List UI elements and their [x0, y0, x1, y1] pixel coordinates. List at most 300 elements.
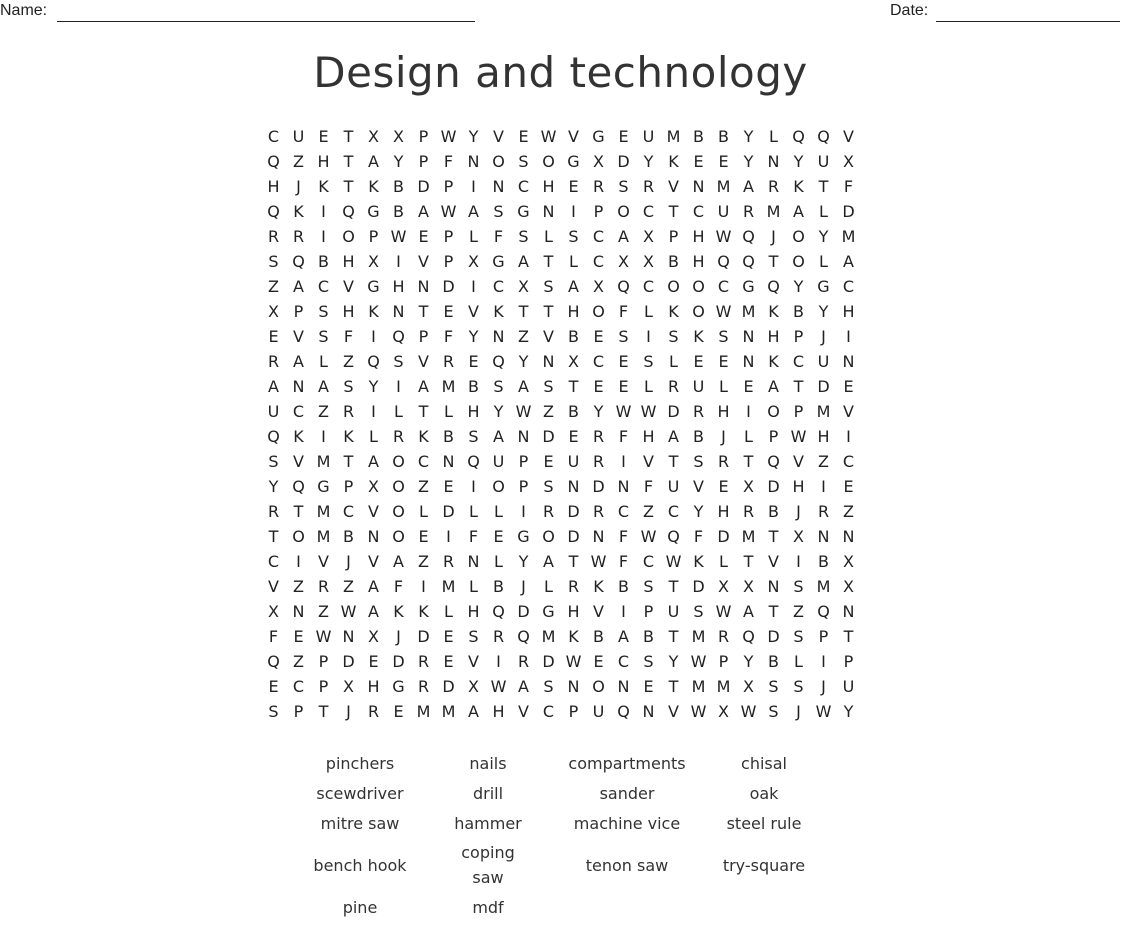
grid-letter[interactable]: R [317, 577, 330, 596]
grid-letter[interactable]: M [441, 577, 456, 596]
grid-letter[interactable]: E [443, 302, 454, 321]
grid-letter[interactable]: D [417, 627, 430, 646]
grid-letter[interactable]: L [644, 377, 653, 396]
grid-letter[interactable]: N [617, 677, 630, 696]
grid-letter[interactable]: S [693, 602, 704, 621]
grid-letter[interactable]: I [421, 577, 426, 596]
grid-letter[interactable]: R [417, 677, 430, 696]
grid-letter[interactable]: W [440, 202, 457, 221]
grid-letter[interactable]: S [543, 277, 554, 296]
grid-letter[interactable]: H [792, 477, 805, 496]
grid-letter[interactable]: A [418, 377, 429, 396]
grid-letter[interactable]: K [768, 352, 779, 371]
grid-letter[interactable]: O [542, 152, 555, 171]
grid-letter[interactable]: B [768, 502, 779, 521]
grid-letter[interactable]: V [293, 452, 304, 471]
grid-letter[interactable]: Y [818, 227, 829, 246]
grid-letter[interactable]: I [496, 652, 501, 671]
grid-letter[interactable]: K [318, 177, 329, 196]
grid-letter[interactable]: P [768, 427, 779, 446]
grid-letter[interactable]: G [492, 252, 505, 271]
grid-letter[interactable]: R [742, 202, 755, 221]
grid-letter[interactable]: C [267, 127, 280, 146]
grid-letter[interactable]: M [691, 627, 706, 646]
grid-letter[interactable]: U [592, 702, 605, 721]
grid-letter[interactable]: L [794, 652, 803, 671]
grid-letter[interactable]: H [842, 302, 855, 321]
grid-letter[interactable]: H [342, 302, 355, 321]
grid-letter[interactable]: V [343, 277, 354, 296]
grid-letter[interactable]: X [718, 702, 729, 721]
grid-letter[interactable]: Z [293, 652, 304, 671]
grid-letter[interactable]: Q [342, 202, 355, 221]
grid-letter[interactable]: P [318, 652, 329, 671]
grid-letter[interactable]: O [392, 477, 405, 496]
grid-letter[interactable]: I [321, 427, 326, 446]
grid-letter[interactable]: V [668, 702, 679, 721]
grid-letter[interactable]: N [842, 352, 855, 371]
grid-letter[interactable]: S [318, 327, 329, 346]
grid-letter[interactable]: O [692, 302, 705, 321]
grid-letter[interactable]: Z [793, 602, 804, 621]
grid-letter[interactable]: Q [492, 352, 505, 371]
grid-letter[interactable]: Y [743, 652, 754, 671]
grid-letter[interactable]: P [443, 227, 454, 246]
grid-letter[interactable]: I [321, 202, 326, 221]
grid-letter[interactable]: Q [267, 427, 280, 446]
grid-letter[interactable]: Y [468, 327, 479, 346]
grid-letter[interactable]: D [567, 502, 580, 521]
grid-letter[interactable]: P [793, 327, 804, 346]
grid-letter[interactable]: B [793, 302, 804, 321]
grid-letter[interactable]: C [592, 252, 605, 271]
grid-letter[interactable]: J [346, 702, 351, 721]
grid-letter[interactable]: C [692, 202, 705, 221]
grid-letter[interactable]: S [793, 627, 804, 646]
grid-letter[interactable]: T [768, 527, 779, 546]
grid-letter[interactable]: T [668, 627, 679, 646]
grid-letter[interactable]: A [393, 552, 404, 571]
grid-letter[interactable]: A [768, 377, 779, 396]
grid-letter[interactable]: C [667, 502, 680, 521]
grid-letter[interactable]: N [567, 477, 580, 496]
grid-letter[interactable]: A [368, 452, 379, 471]
grid-letter[interactable]: O [492, 477, 505, 496]
grid-letter[interactable]: O [392, 452, 405, 471]
grid-letter[interactable]: R [267, 352, 280, 371]
grid-letter[interactable]: L [369, 427, 378, 446]
grid-letter[interactable]: X [568, 352, 579, 371]
grid-letter[interactable]: Q [492, 602, 505, 621]
grid-letter[interactable]: R [492, 627, 505, 646]
grid-letter[interactable]: J [396, 627, 401, 646]
grid-letter[interactable]: L [419, 502, 428, 521]
grid-letter[interactable]: V [843, 127, 854, 146]
grid-letter[interactable]: Z [268, 277, 279, 296]
grid-letter[interactable]: V [468, 302, 479, 321]
grid-letter[interactable]: A [318, 377, 329, 396]
grid-letter[interactable]: W [540, 127, 557, 146]
grid-letter[interactable]: H [392, 277, 405, 296]
grid-letter[interactable]: O [392, 502, 405, 521]
grid-letter[interactable]: W [690, 702, 707, 721]
grid-letter[interactable]: R [417, 652, 430, 671]
grid-letter[interactable]: D [567, 527, 580, 546]
grid-letter[interactable]: A [843, 252, 854, 271]
grid-letter[interactable]: V [543, 327, 554, 346]
grid-letter[interactable]: N [292, 602, 305, 621]
grid-letter[interactable]: E [443, 477, 454, 496]
grid-letter[interactable]: W [815, 702, 832, 721]
grid-letter[interactable]: I [846, 427, 851, 446]
grid-letter[interactable]: X [593, 152, 604, 171]
grid-letter[interactable]: E [493, 527, 504, 546]
grid-letter[interactable]: R [267, 502, 280, 521]
grid-letter[interactable]: X [368, 477, 379, 496]
grid-letter[interactable]: O [392, 527, 405, 546]
grid-letter[interactable]: M [766, 202, 781, 221]
grid-letter[interactable]: A [293, 352, 304, 371]
grid-letter[interactable]: D [517, 602, 530, 621]
grid-letter[interactable]: R [517, 652, 530, 671]
grid-letter[interactable]: A [668, 427, 679, 446]
grid-letter[interactable]: C [842, 277, 855, 296]
grid-letter[interactable]: X [718, 577, 729, 596]
grid-letter[interactable]: B [318, 252, 329, 271]
grid-letter[interactable]: U [267, 402, 280, 421]
grid-letter[interactable]: S [468, 427, 479, 446]
grid-letter[interactable]: K [693, 327, 704, 346]
grid-letter[interactable]: F [843, 177, 854, 196]
grid-letter[interactable]: X [468, 252, 479, 271]
grid-letter[interactable]: S [543, 377, 554, 396]
grid-letter[interactable]: A [793, 202, 804, 221]
grid-letter[interactable]: P [718, 652, 729, 671]
grid-letter[interactable]: P [843, 652, 854, 671]
grid-letter[interactable]: W [440, 127, 457, 146]
grid-letter[interactable]: K [293, 427, 304, 446]
grid-letter[interactable]: P [818, 627, 829, 646]
grid-letter[interactable]: V [418, 252, 429, 271]
grid-letter[interactable]: F [618, 527, 629, 546]
grid-letter[interactable]: M [741, 302, 756, 321]
grid-letter[interactable]: R [817, 502, 830, 521]
grid-letter[interactable]: S [468, 627, 479, 646]
grid-letter[interactable]: Y [518, 352, 529, 371]
grid-letter[interactable]: W [715, 227, 732, 246]
grid-letter[interactable]: V [418, 352, 429, 371]
grid-letter[interactable]: J [796, 702, 801, 721]
grid-letter[interactable]: K [668, 152, 679, 171]
grid-letter[interactable]: S [618, 327, 629, 346]
grid-letter[interactable]: C [542, 702, 555, 721]
grid-letter[interactable]: C [517, 177, 530, 196]
grid-letter[interactable]: M [716, 177, 731, 196]
grid-letter[interactable]: T [793, 377, 804, 396]
grid-letter[interactable]: V [793, 452, 804, 471]
grid-letter[interactable]: V [568, 127, 579, 146]
grid-letter[interactable]: X [393, 127, 404, 146]
grid-letter[interactable]: X [793, 527, 804, 546]
grid-letter[interactable]: Q [817, 127, 830, 146]
grid-letter[interactable]: G [517, 202, 530, 221]
grid-letter[interactable]: I [821, 652, 826, 671]
grid-letter[interactable]: A [468, 702, 479, 721]
grid-letter[interactable]: H [342, 252, 355, 271]
grid-letter[interactable]: V [843, 402, 854, 421]
grid-letter[interactable]: B [443, 427, 454, 446]
grid-letter[interactable]: F [393, 577, 404, 596]
grid-letter[interactable]: H [492, 702, 505, 721]
grid-letter[interactable]: G [567, 152, 580, 171]
grid-letter[interactable]: Q [617, 277, 630, 296]
grid-letter[interactable]: Q [717, 252, 730, 271]
grid-letter[interactable]: B [393, 202, 404, 221]
grid-letter[interactable]: H [267, 177, 280, 196]
grid-letter[interactable]: W [790, 427, 807, 446]
grid-letter[interactable]: X [643, 227, 654, 246]
grid-letter[interactable]: C [842, 452, 855, 471]
grid-letter[interactable]: U [817, 352, 830, 371]
grid-letter[interactable]: N [492, 177, 505, 196]
grid-letter[interactable]: P [293, 702, 304, 721]
grid-letter[interactable]: L [819, 202, 828, 221]
grid-letter[interactable]: R [392, 427, 405, 446]
grid-letter[interactable]: I [796, 552, 801, 571]
grid-letter[interactable]: B [718, 127, 729, 146]
grid-letter[interactable]: T [418, 302, 429, 321]
grid-letter[interactable]: P [568, 702, 579, 721]
grid-letter[interactable]: S [543, 477, 554, 496]
grid-letter[interactable]: Y [468, 127, 479, 146]
grid-letter[interactable]: T [668, 202, 679, 221]
grid-letter[interactable]: N [642, 702, 655, 721]
grid-letter[interactable]: S [493, 202, 504, 221]
grid-letter[interactable]: E [618, 352, 629, 371]
grid-letter[interactable]: J [296, 177, 301, 196]
grid-letter[interactable]: T [843, 627, 854, 646]
grid-letter[interactable]: K [493, 302, 504, 321]
grid-letter[interactable]: Z [318, 602, 329, 621]
grid-letter[interactable]: Z [843, 502, 854, 521]
grid-letter[interactable]: N [842, 527, 855, 546]
grid-letter[interactable]: G [542, 602, 555, 621]
grid-letter[interactable]: A [518, 677, 529, 696]
grid-letter[interactable]: C [717, 277, 730, 296]
grid-letter[interactable]: X [368, 627, 379, 646]
grid-letter[interactable]: E [843, 377, 854, 396]
grid-letter[interactable]: S [793, 577, 804, 596]
grid-letter[interactable]: Q [617, 702, 630, 721]
grid-letter[interactable]: F [618, 427, 629, 446]
grid-letter[interactable]: Z [518, 327, 529, 346]
grid-letter[interactable]: R [742, 502, 755, 521]
grid-letter[interactable]: N [742, 327, 755, 346]
grid-letter[interactable]: S [493, 377, 504, 396]
grid-letter[interactable]: L [394, 402, 403, 421]
grid-letter[interactable]: M [741, 527, 756, 546]
grid-letter[interactable]: E [593, 327, 604, 346]
grid-letter[interactable]: K [768, 302, 779, 321]
grid-letter[interactable]: C [292, 402, 305, 421]
grid-letter[interactable]: X [368, 127, 379, 146]
grid-letter[interactable]: L [494, 552, 503, 571]
grid-letter[interactable]: M [441, 377, 456, 396]
grid-letter[interactable]: A [618, 227, 629, 246]
grid-letter[interactable]: L [494, 502, 503, 521]
grid-letter[interactable]: E [268, 677, 279, 696]
grid-letter[interactable]: T [343, 127, 354, 146]
grid-letter[interactable]: X [843, 152, 854, 171]
grid-letter[interactable]: P [593, 202, 604, 221]
grid-letter[interactable]: T [668, 577, 679, 596]
grid-letter[interactable]: V [693, 477, 704, 496]
grid-letter[interactable]: K [418, 427, 429, 446]
grid-letter[interactable]: L [669, 352, 678, 371]
grid-letter[interactable]: I [471, 277, 476, 296]
grid-letter[interactable]: P [318, 677, 329, 696]
grid-letter[interactable]: M [416, 702, 431, 721]
grid-letter[interactable]: S [718, 327, 729, 346]
grid-letter[interactable]: P [793, 402, 804, 421]
grid-letter[interactable]: B [618, 577, 629, 596]
grid-letter[interactable]: B [693, 127, 704, 146]
grid-letter[interactable]: U [567, 452, 580, 471]
grid-letter[interactable]: W [515, 402, 532, 421]
grid-letter[interactable]: P [368, 227, 379, 246]
grid-letter[interactable]: M [316, 452, 331, 471]
grid-letter[interactable]: P [418, 327, 429, 346]
grid-letter[interactable]: R [542, 502, 555, 521]
grid-letter[interactable]: J [521, 577, 526, 596]
grid-letter[interactable]: I [621, 452, 626, 471]
grid-letter[interactable]: E [593, 652, 604, 671]
grid-letter[interactable]: D [592, 477, 605, 496]
grid-letter[interactable]: V [368, 502, 379, 521]
grid-letter[interactable]: F [618, 302, 629, 321]
grid-letter[interactable]: J [771, 227, 776, 246]
grid-letter[interactable]: V [593, 602, 604, 621]
grid-letter[interactable]: I [846, 327, 851, 346]
grid-letter[interactable]: K [593, 577, 604, 596]
grid-letter[interactable]: R [717, 452, 730, 471]
grid-letter[interactable]: F [268, 627, 279, 646]
grid-letter[interactable]: Y [268, 477, 279, 496]
grid-letter[interactable]: I [746, 402, 751, 421]
grid-letter[interactable]: N [417, 277, 430, 296]
grid-letter[interactable]: Y [643, 152, 654, 171]
grid-letter[interactable]: O [617, 202, 630, 221]
grid-letter[interactable]: L [769, 127, 778, 146]
grid-letter[interactable]: P [668, 227, 679, 246]
grid-letter[interactable]: G [592, 127, 605, 146]
grid-letter[interactable]: D [417, 177, 430, 196]
grid-letter[interactable]: C [642, 202, 655, 221]
grid-letter[interactable]: I [571, 202, 576, 221]
grid-letter[interactable]: W [490, 677, 507, 696]
grid-letter[interactable]: K [343, 427, 354, 446]
grid-letter[interactable]: T [318, 702, 329, 721]
grid-letter[interactable]: O [692, 277, 705, 296]
grid-letter[interactable]: S [568, 227, 579, 246]
grid-letter[interactable]: R [592, 502, 605, 521]
grid-letter[interactable]: A [368, 602, 379, 621]
grid-letter[interactable]: S [268, 702, 279, 721]
grid-letter[interactable]: E [418, 227, 429, 246]
grid-letter[interactable]: Y [693, 502, 704, 521]
grid-letter[interactable]: H [567, 302, 580, 321]
grid-letter[interactable]: E [593, 377, 604, 396]
grid-letter[interactable]: C [592, 352, 605, 371]
grid-letter[interactable]: K [418, 602, 429, 621]
grid-letter[interactable]: A [543, 552, 554, 571]
grid-letter[interactable]: D [342, 652, 355, 671]
grid-letter[interactable]: I [471, 477, 476, 496]
grid-letter[interactable]: L [719, 377, 728, 396]
grid-letter[interactable]: A [293, 277, 304, 296]
grid-letter[interactable]: Z [643, 502, 654, 521]
grid-letter[interactable]: O [492, 152, 505, 171]
grid-letter[interactable]: T [293, 502, 304, 521]
grid-letter[interactable]: F [643, 477, 654, 496]
grid-letter[interactable]: S [668, 327, 679, 346]
grid-letter[interactable]: K [568, 627, 579, 646]
grid-letter[interactable]: I [621, 602, 626, 621]
grid-letter[interactable]: J [821, 327, 826, 346]
grid-letter[interactable]: A [368, 577, 379, 596]
grid-letter[interactable]: W [690, 652, 707, 671]
grid-letter[interactable]: L [819, 252, 828, 271]
grid-letter[interactable]: I [521, 502, 526, 521]
grid-letter[interactable]: H [717, 402, 730, 421]
grid-letter[interactable]: T [768, 252, 779, 271]
grid-letter[interactable]: C [342, 502, 355, 521]
grid-letter[interactable]: E [693, 352, 704, 371]
grid-letter[interactable]: H [542, 177, 555, 196]
grid-letter[interactable]: R [567, 577, 580, 596]
grid-letter[interactable]: V [293, 327, 304, 346]
grid-letter[interactable]: M [316, 527, 331, 546]
grid-letter[interactable]: F [493, 227, 504, 246]
grid-letter[interactable]: H [317, 152, 330, 171]
grid-letter[interactable]: W [640, 527, 657, 546]
grid-letter[interactable]: E [743, 377, 754, 396]
grid-letter[interactable]: N [367, 527, 380, 546]
grid-letter[interactable]: V [468, 652, 479, 671]
grid-letter[interactable]: Y [393, 152, 404, 171]
grid-letter[interactable]: K [668, 302, 679, 321]
grid-letter[interactable]: E [518, 127, 529, 146]
grid-letter[interactable]: D [442, 502, 455, 521]
grid-letter[interactable]: M [691, 677, 706, 696]
grid-letter[interactable]: G [317, 477, 330, 496]
grid-letter[interactable]: F [693, 527, 704, 546]
grid-letter[interactable]: V [518, 702, 529, 721]
grid-letter[interactable]: V [268, 577, 279, 596]
grid-letter[interactable]: I [446, 527, 451, 546]
grid-letter[interactable]: M [316, 502, 331, 521]
grid-letter[interactable]: T [518, 302, 529, 321]
grid-letter[interactable]: A [568, 277, 579, 296]
grid-letter[interactable]: Z [343, 577, 354, 596]
grid-letter[interactable]: W [315, 627, 332, 646]
grid-letter[interactable]: W [715, 602, 732, 621]
grid-letter[interactable]: R [692, 402, 705, 421]
grid-letter[interactable]: P [518, 477, 529, 496]
grid-letter[interactable]: Q [267, 202, 280, 221]
grid-letter[interactable]: D [767, 627, 780, 646]
grid-letter[interactable]: N [542, 202, 555, 221]
